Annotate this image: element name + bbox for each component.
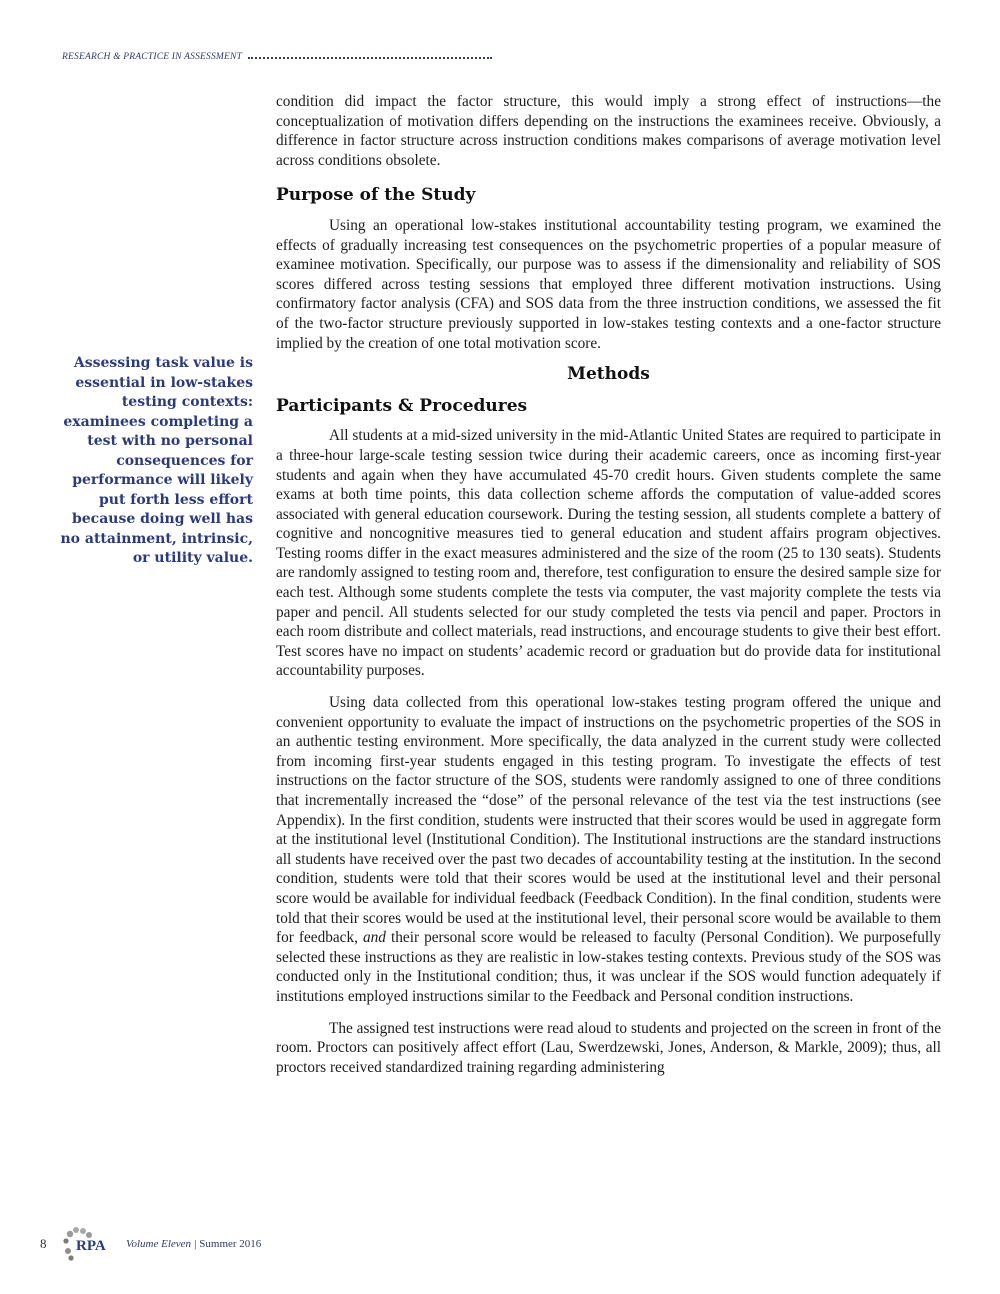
participants-paragraph-3: The assigned test instructions were read aloud to students and projected on the screen in front of the room. Proctors can positively affect effort (Lau, Swerdzewski, Jones, Anderson, & Markle, 2009); thus, all proctors received standardized training regarding administering: [276, 1019, 941, 1076]
running-head-dotted-rule: [248, 57, 492, 59]
issue-info: Volume Eleven | Summer 2016: [126, 1238, 262, 1250]
participants-paragraph-1: All students at a mid-sized university in the mid-Atlantic United States are required to participate in a three-hour large-scale testing session twice during their academic careers, once as incoming first-year students and again when they have accumulated 45-70 credit hours. Given students complete the same exams at both time points, this data collection scheme affords the computation of value-added scores associated with general education coursework. During the testing session, all students complete a battery of cognitive and noncognitive measures tied to general education and student affairs program objectives. Testing rooms differ in the exact measures administered and the size of the room (25 to 130 seats). Students are randomly assigned to testing room and, therefore, test configuration to ensure the desired sample size for each test. Although some students complete the tests via computer, the vast majority complete the tests via paper and pencil. All students selected for our study completed the tests via pencil and paper. Proctors in each room distribute and collect materials, read instructions, and encourage students to give their best effort. Test scores have no impact on students’ academic record or graduation but do provide data for institutional accountability purposes.: [276, 427, 941, 680]
participants-paragraph-2: [276, 693, 941, 1007]
issue-label: Summer 2016: [199, 1238, 262, 1250]
main-text-column: [276, 92, 941, 1089]
continuation-paragraph: condition did impact the factor structure, this would imply a strong effect of instructions—the conceptualization of motivation differs depending on the instructions the examinees receive. Obviously, a difference in factor structure across instruction conditions makes comparisons of average motivation level across conditions obsolete.: [276, 93, 941, 169]
journal-title: RESEARCH & PRACTICE IN ASSESSMENT: [62, 52, 243, 62]
page-number: 8: [40, 1236, 47, 1251]
running-head: [62, 50, 492, 64]
purpose-heading: Purpose of the Study: [276, 185, 476, 206]
purpose-paragraph: Using an operational low-stakes institutional accountability testing program, we examined the effects of gradually increasing test consequences on the psychometric properties of a popular measure of examinee motivation. Specifically, our purpose was to assess if the dimensionality and reliability of SOS scores differed across testing sessions that employed three different motivation instructions. Using confirmatory factor analysis (CFA) and SOS data from the three instruction conditions, we assessed the fit of the two-factor structure previously supported in low-stakes testing contexts and a one-factor structure implied by the creation of one total motivation score.: [276, 216, 941, 352]
participants-heading: Participants & Procedures: [276, 395, 528, 416]
logo-text: RPA: [76, 1238, 106, 1254]
page-footer: [40, 1224, 300, 1264]
methods-heading: Methods: [567, 364, 650, 385]
emphasis-and: and: [363, 929, 386, 947]
volume-label: Volume Eleven: [126, 1238, 192, 1250]
paw-print-icon: [62, 1226, 120, 1262]
pull-quote: Assessing task value is essential in low-stakes testing contexts: examinees completing a test with no personal consequences for performance will likely put forth less effort because doing well has no attainment, intrinsic, or utility value.: [60, 355, 253, 566]
participants-paragraph-2-part-a: Using data collected from this operational low-stakes testing program offered the unique and convenient opportunity to evaluate the impact of instructions on the psychometric properties of the SOS in an authentic testing environment. More specifically, the data analyzed in the current study were collected from incoming first-year students engaged in this testing program. To investigate the effects of test instructions on the factor structure of the SOS, students were randomly assigned to one of three conditions that incrementally increased the “dose” of the personal relevance of the test via the test instructions (see Appendix). In the first condition, students were instructed that their scores would be used in aggregate form at the institutional level (Institutional Condition). The Institutional instructions are the standard instructions all students have received over the past two decades of accountability testing at the institution. In the second condition, students were told that their scores would be used at the institutional level and their personal score would be available for individual feedback (Feedback Condition). In the final condition, students were told that their scores would be used at the institutional level, their personal score would be available to them for feedback,: [276, 694, 941, 947]
participants-paragraph-2-part-b: their personal score would be released to faculty (Personal Condition). We purposefully selected these instructions as they are realistic in low-stakes testing contexts. Previous study of the SOS was conducted only in the Institutional condition; thus, it was unclear if the SOS would function adequately if institutions employed instructions similar to the Feedback and Personal condition instructions.: [276, 929, 941, 1005]
rpa-logo: [62, 1226, 120, 1262]
